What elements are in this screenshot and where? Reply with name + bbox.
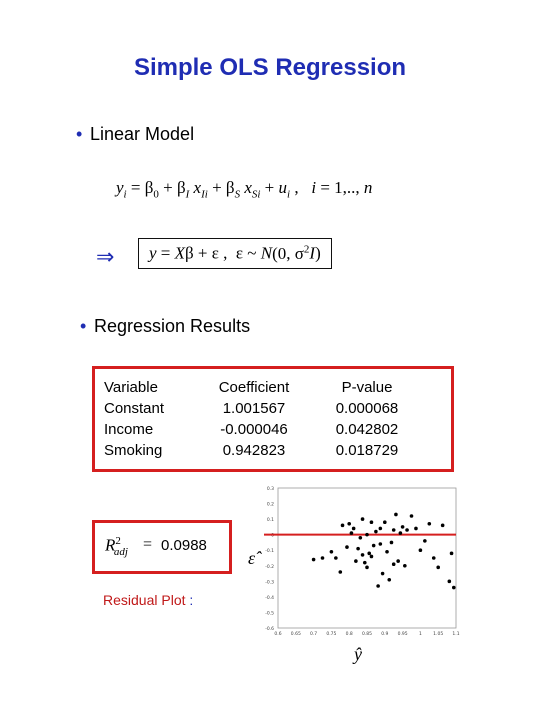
x-tick-label: 0.8 (345, 632, 353, 637)
matrix-equation-box: y = Xβ + ε , ε ~ N(0, $\sigma^2I$) (138, 238, 332, 269)
scatter-point (436, 566, 440, 570)
bullet-regression-results-label: Regression Results (94, 316, 251, 336)
x-tick-label: 1.1 (452, 632, 460, 637)
y-tick-label: -0.5 (265, 611, 274, 617)
y-tick-labels (265, 486, 274, 632)
x-tick-label: 1 (418, 632, 422, 637)
cell-variable-0: Constant (104, 400, 165, 417)
residual-plot-label-text: Residual Plot (103, 592, 186, 608)
r2-adj-equals: = (143, 536, 153, 553)
x-tick-label: 0.6 (274, 632, 282, 637)
scatter-point (432, 556, 436, 560)
scatter-point (339, 570, 343, 574)
scatter-point (365, 566, 369, 570)
plot-frame (278, 488, 456, 628)
cell-coefficient-0: 1.001567 (222, 400, 286, 417)
x-tick-label: 0.75 (326, 632, 337, 637)
column-pvalue (329, 377, 405, 461)
linear-model-equation: $y_i = \beta_0 + \beta_I$ $x_{Ii} + \beta_S$ $x_{Si} + u_i$ , i = 1,.., n (116, 178, 373, 201)
bullet-regression-results (80, 316, 250, 337)
residual-scatter-plot (256, 480, 460, 640)
scatter-point (321, 556, 325, 560)
bullet-dot-icon: • (76, 124, 83, 144)
scatter-point (396, 559, 400, 563)
column-coefficient (209, 377, 299, 461)
scatter-point (448, 580, 452, 584)
header-variable: Variable (104, 379, 158, 396)
scatter-point (452, 586, 456, 590)
bullet-dot-icon: • (80, 316, 87, 336)
results-table-box (92, 366, 454, 472)
scatter-point (363, 561, 367, 565)
x-tick-label: 0.9 (381, 632, 389, 637)
y-tick-label: 0.3 (266, 487, 274, 492)
y-axis-label: ε̂ (248, 548, 256, 568)
residual-plot-label (103, 592, 193, 608)
y-tick-label: -0.2 (265, 564, 274, 570)
x-tick-label: 0.85 (361, 632, 373, 637)
x-axis-label: ŷ (354, 644, 362, 664)
cell-pvalue-0: 0.000068 (335, 400, 399, 417)
scatter-point (341, 524, 345, 528)
x-tick-label: 0.7 (310, 632, 318, 637)
scatter-point (410, 514, 414, 518)
scatter-point (359, 536, 363, 540)
y-tick-label: 0.1 (266, 518, 274, 524)
bullet-linear-model (76, 124, 194, 145)
scatter-point (441, 524, 445, 528)
scatter-point (356, 547, 360, 551)
cell-variable-1: Income (104, 421, 154, 438)
scatter-point (381, 572, 385, 576)
header-coefficient: Coefficient (218, 379, 290, 396)
y-tick-label: -0.1 (265, 549, 274, 555)
x-tick-label: 0.95 (397, 632, 408, 637)
bullet-linear-model-label: Linear Model (90, 124, 195, 144)
scatter-point (383, 520, 387, 524)
r2-adj-box (92, 520, 232, 574)
cell-pvalue-2: 0.018729 (335, 442, 399, 459)
residual-plot-label-colon: : (189, 592, 194, 608)
scatter-point (419, 548, 423, 552)
scatter-point (370, 520, 374, 524)
x-tick-labels (274, 631, 459, 637)
r2-adj-symbol: $R^2_{adj}$ (105, 535, 128, 559)
y-tick-label: -0.4 (265, 595, 274, 601)
scatter-point (414, 527, 418, 531)
x-tick-label: 0.65 (290, 632, 301, 637)
scatter-point (405, 528, 409, 532)
scatter-point (365, 533, 369, 537)
scatter-point (361, 517, 365, 521)
scatter-point (403, 564, 407, 568)
scatter-point (361, 553, 365, 557)
scatter-point (399, 531, 403, 535)
x-tick-label: 1.05 (433, 632, 444, 637)
scatter-point (379, 542, 383, 546)
scatter-point (392, 528, 396, 532)
scatter-point (450, 552, 454, 556)
scatter-point (334, 556, 338, 560)
scatter-point (423, 539, 427, 543)
slide-title: Simple OLS Regression (133, 54, 407, 81)
scatter-point (387, 578, 391, 582)
cell-pvalue-1: 0.042802 (335, 421, 399, 438)
scatter-point (401, 525, 405, 529)
scatter-point (374, 530, 378, 534)
column-variable (104, 377, 164, 461)
y-tick-label: 0 (271, 533, 274, 539)
y-tick-label: 0.2 (266, 502, 274, 508)
cell-coefficient-2: 0.942823 (222, 442, 286, 459)
scatter-point (345, 545, 349, 549)
scatter-point (428, 522, 432, 526)
scatter-point (367, 552, 371, 556)
r2-adj-value: 0.0988 (161, 537, 207, 554)
y-tick-label: -0.6 (265, 627, 274, 632)
cell-coefficient-1: -0.000046 (220, 421, 288, 438)
scatter-point (350, 531, 354, 535)
scatter-point (390, 541, 394, 545)
scatter-point (312, 558, 316, 562)
header-pvalue: P-value (341, 379, 393, 396)
scatter-point (385, 550, 389, 554)
scatter-point (392, 562, 396, 566)
scatter-point (354, 559, 358, 563)
scatter-point (376, 584, 380, 588)
cell-variable-2: Smoking (104, 442, 163, 459)
scatter-point (379, 527, 383, 531)
implies-arrow-icon: ⇒ (96, 244, 115, 269)
scatter-point (352, 527, 356, 531)
scatter-point (347, 522, 351, 526)
scatter-point (372, 544, 376, 548)
scatter-point (370, 555, 374, 559)
y-tick-label: -0.3 (265, 580, 274, 586)
scatter-point (330, 550, 334, 554)
scatter-point (394, 513, 398, 517)
